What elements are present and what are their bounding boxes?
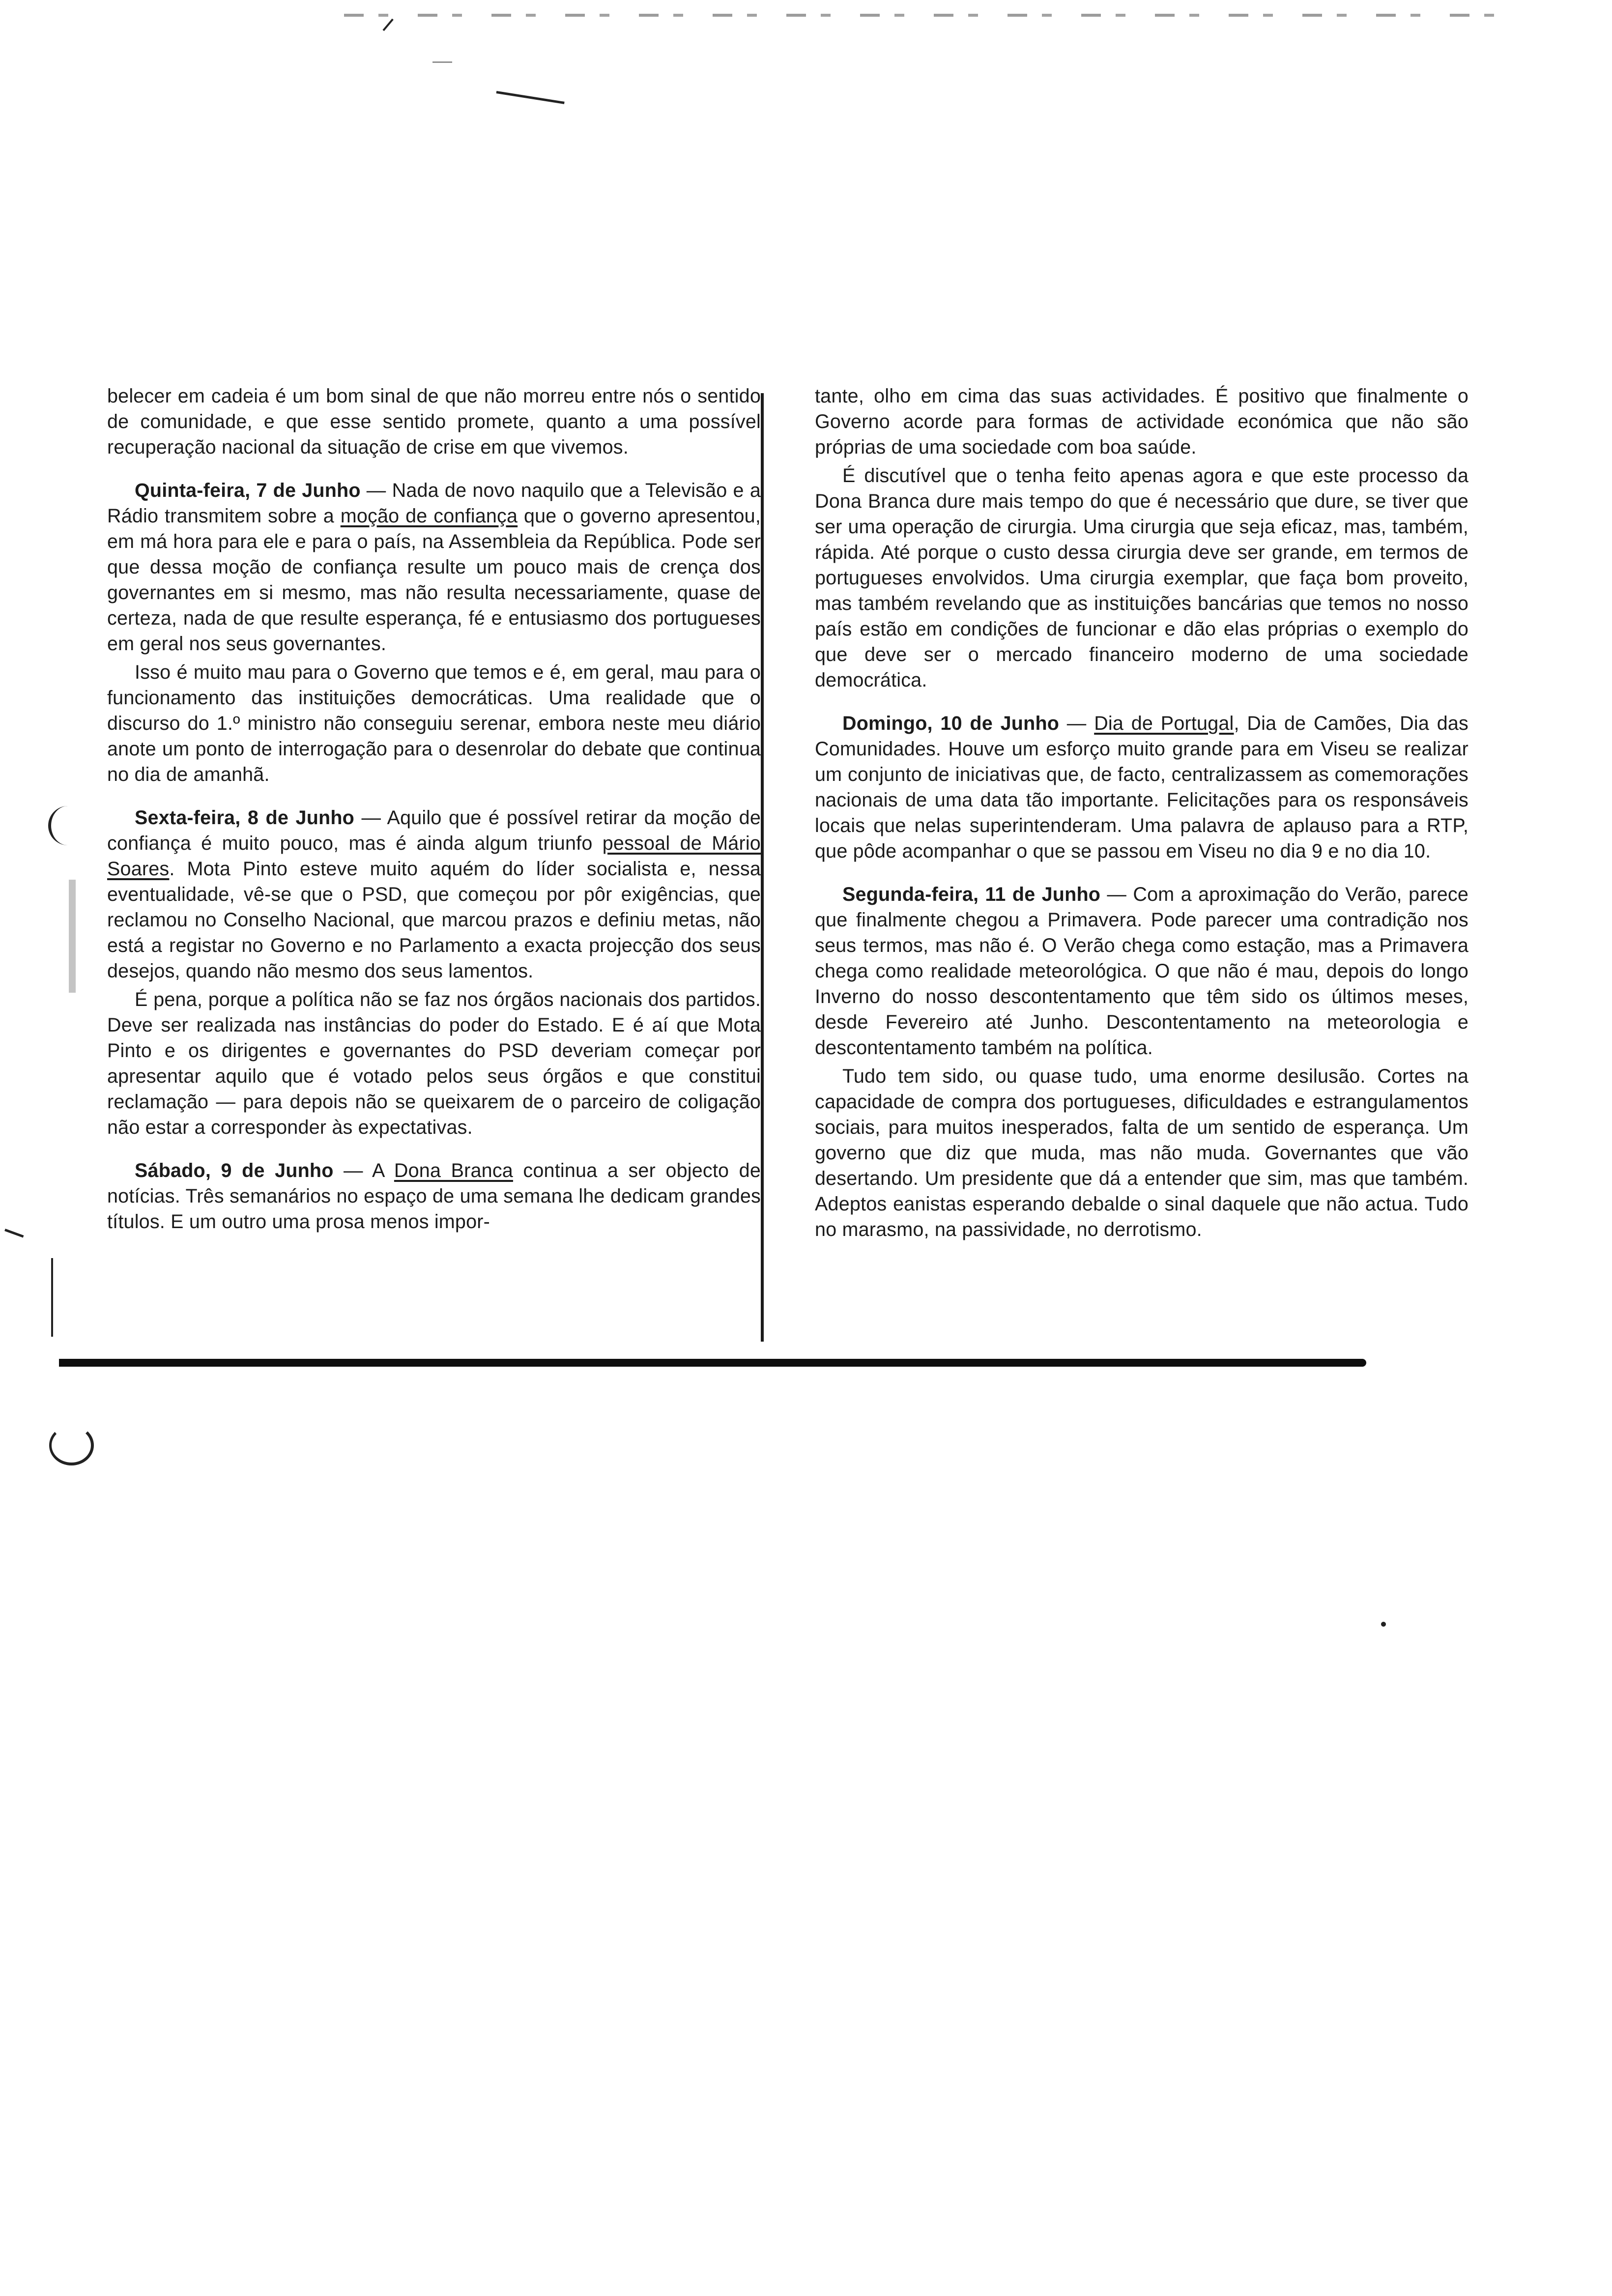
right-column bbox=[815, 383, 1468, 1351]
column-divider bbox=[761, 393, 764, 1342]
scan-edge-noise bbox=[344, 14, 1524, 17]
paragraph-text: , Dia de Camões, Dia das Comunidades. Houve um esforço muito grande para em Viseu se realizar um conjunto de iniciativas que, de facto, centralizassem as comemorações nacionais de uma data tão importante. Felicitações para os responsáveis locais que nelas superintenderam. Uma palavra de aplauso para a RTP, que pôde acompanhar o que se passou em Viseu no dia 9 e no dia 10. bbox=[815, 713, 1468, 862]
bottom-rule bbox=[59, 1359, 1366, 1367]
paragraph bbox=[107, 660, 761, 787]
paragraph-text: belecer em cadeia é um bom sinal de que não morreu entre nós o sentido de comunidade, e que esse sentido promete, quanto a uma possível recuperação nacional da situação de crise em que vivemos. bbox=[107, 385, 761, 458]
scan-stroke bbox=[432, 61, 452, 63]
paragraph-text: que o governo apresentou, em má hora para ele e para o país, na Assembleia da República. Pode ser que dessa moção de confiança resulte um pouco mais de crença dos governantes em si mesmo, mas não resulta necessariamente, quase de certeza, nada de que resulte esperança, fé e entusiasmo dos portugueses em geral nos seus governantes. bbox=[107, 505, 761, 655]
entry-date: Sexta-feira, 8 de Junho bbox=[135, 807, 355, 829]
paragraph-text: — A bbox=[333, 1160, 394, 1181]
underlined-phrase: moção de confiança bbox=[340, 505, 518, 527]
diary-entry bbox=[107, 478, 761, 657]
margin-tick-mark bbox=[4, 1229, 24, 1237]
paragraph bbox=[815, 1063, 1468, 1242]
underlined-phrase: Dona Branca bbox=[394, 1160, 513, 1181]
left-column bbox=[107, 383, 761, 1351]
diary-entry bbox=[815, 711, 1468, 864]
diary-entry bbox=[815, 882, 1468, 1061]
scan-dot bbox=[1381, 1622, 1386, 1627]
paragraph-text: — Aquilo que é possível retirar da moção de confiança é muito pouco, mas é ainda algum triunfo bbox=[107, 807, 761, 854]
margin-bracket-mark bbox=[48, 806, 71, 845]
entry-date: Domingo, 10 de Junho bbox=[842, 713, 1060, 734]
paragraph-text: continua a ser objecto de notícias. Três semanários no espaço de uma semana lhe dedicam grandes títulos. E um outro uma prosa menos impor- bbox=[107, 1160, 761, 1233]
scan-stroke bbox=[382, 19, 393, 31]
paragraph-text: É pena, porque a política não se faz nos órgãos nacionais dos partidos. Deve ser realizada nas instâncias do poder do Estado. E é aí que Mota Pinto e os dirigentes e governantes do PSD deveriam começar por apresentar aquilo que é votado pelos seus órgãos e que constitui reclamação — para depois não se queixarem de o parceiro de coligação não estar a corresponder às expectativas. bbox=[107, 989, 761, 1138]
margin-line-mark bbox=[51, 1258, 53, 1337]
paragraph-text: É discutível que o tenha feito apenas agora e que este processo da Dona Branca dure mais tempo do que é necessário que dure, se tiver que ser uma operação de cirurgia. Uma cirurgia que seja eficaz, mas, também, rápida. Até porque o custo dessa cirurgia deve ser grande, em termos de portugueses envolvidos. Uma cirurgia exemplar, que faça bom proveito, mas também revelando que as instituições bancárias que temos no nosso país estão em condições de funcionar e dão elas próprias o exemplo do que deve ser o mercado financeiro moderno de uma sociedade democrática. bbox=[815, 465, 1468, 691]
article-columns bbox=[107, 383, 1468, 1351]
entry-date: Sábado, 9 de Junho bbox=[135, 1160, 334, 1181]
margin-circle-mark bbox=[49, 1425, 94, 1465]
paragraph-text: tante, olho em cima das suas actividades. É positivo que finalmente o Governo acorde para formas de actividade económica que não são próprias de uma sociedade com boa saúde. bbox=[815, 385, 1468, 458]
paragraph-text: — Nada de novo naquilo que a Televisão e a Rádio transmitem sobre a bbox=[107, 480, 761, 527]
paragraph-text: . Mota Pinto esteve muito aquém do líder socialista e, nessa eventualidade, vê-se que o PSD, que começou por pôr exigências, que reclamou no Conselho Nacional, que marcou prazos e definiu metas, não está a registar no Governo e no Parlamento a exacta projecção dos seus desejos, quando não mesmo dos seus lamentos. bbox=[107, 858, 761, 982]
entry-date: Segunda-feira, 11 de Junho bbox=[842, 884, 1101, 905]
diary-entry bbox=[107, 1158, 761, 1234]
paragraph bbox=[107, 383, 761, 460]
entry-date: Quinta-feira, 7 de Junho bbox=[135, 480, 361, 501]
paragraph-text: Tudo tem sido, ou quase tudo, uma enorme desilusão. Cortes na capacidade de compra dos portugueses, dificuldades e estrangulamentos sociais, para muitos inesperados, falta de um sentido de esperança. Um governo que diz que muda, mas não muda. Governantes que vão desertando. Um presidente que dá a entender que sim, mas que também. Adeptos eanistas esperando debalde o sinal daquele que não actua. Tudo no marasmo, na passividade, no derrotismo. bbox=[815, 1065, 1468, 1240]
diary-entry bbox=[107, 805, 761, 984]
scan-stroke bbox=[496, 91, 565, 104]
paragraph bbox=[815, 383, 1468, 460]
paragraph-text: Isso é muito mau para o Governo que temos e é, em geral, mau para o funcionamento das instituições democráticas. Uma realidade que o discurso do 1.º ministro não conseguiu serenar, embora neste meu diário anote um ponto de interrogação para o desenrolar do debate que continua no dia de amanhã. bbox=[107, 661, 761, 785]
underlined-phrase: Dia de Portugal bbox=[1094, 713, 1234, 734]
paragraph bbox=[815, 463, 1468, 693]
paragraph bbox=[107, 987, 761, 1140]
paragraph-text: — Com a aproximação do Verão, parece que finalmente chegou a Primavera. Pode parecer uma contradição nos seus termos, mas não é. O Verão chega como estação, mas a Primavera chega como realidade meteorológica. O que não é mau, depois do longo Inverno do nosso descontentamento que têm sido os últimos meses, desde Fevereiro até Junho. Descontentamento na meteorologia e descontentamento também na política. bbox=[815, 884, 1468, 1059]
margin-noise bbox=[69, 880, 76, 993]
underlined-phrase: pessoal de Mário Soares bbox=[107, 832, 761, 880]
paragraph-text: — bbox=[1059, 713, 1094, 734]
